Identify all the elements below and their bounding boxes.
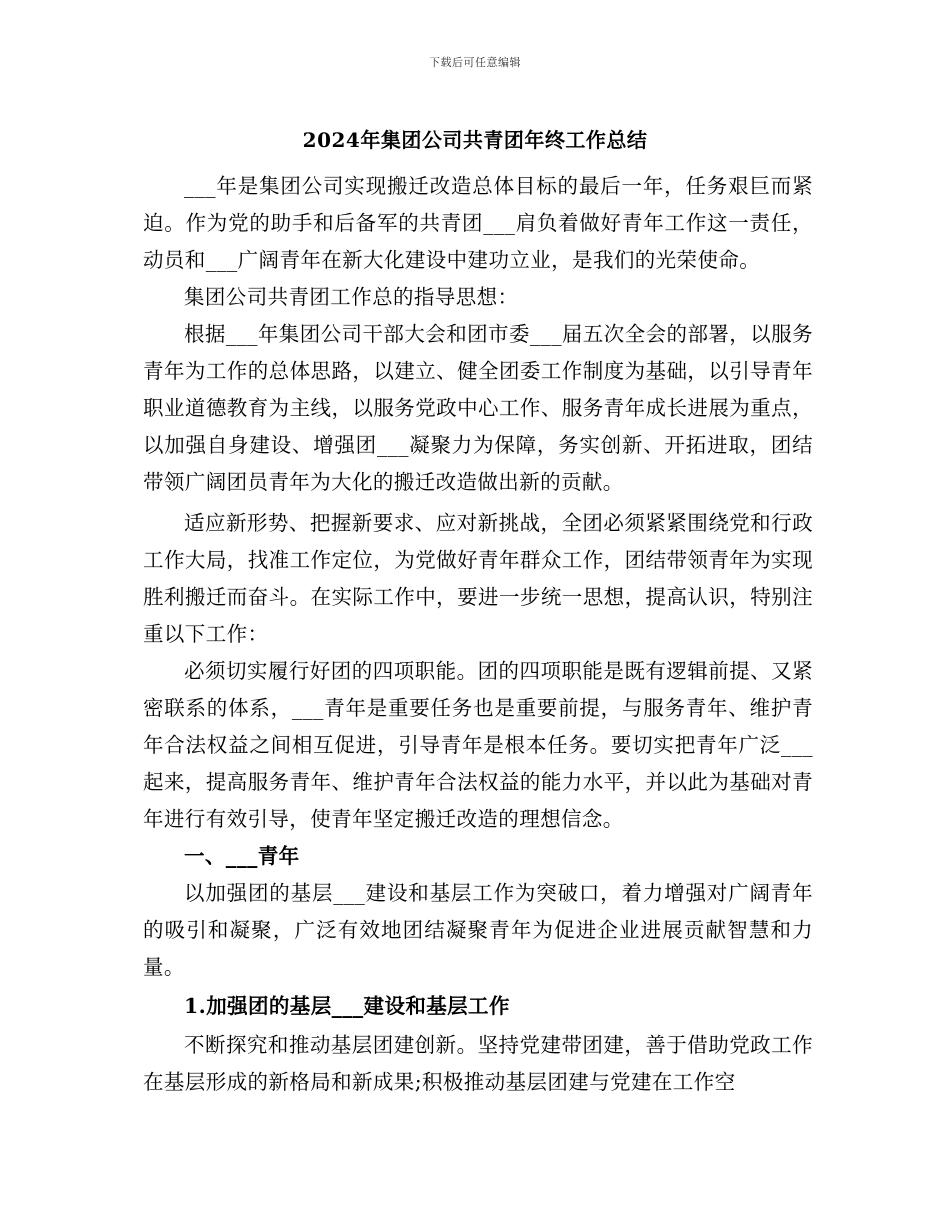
section-heading-1: 一、___青年 [184, 844, 300, 868]
paragraph-subsection-1: 不断探究和推动基层团建创新。坚持党建带团建，善于借助党政工作在基层形成的新格局和新成果;积极推动基层团建与党建在工作空 [143, 1033, 813, 1094]
document-title: 2024年集团公司共青团年终工作总结 [302, 128, 648, 152]
document-body [143, 168, 813, 1101]
paragraph-section-1: 以加强团的基层___建设和基层工作为突破口，着力增强对广阔青年的吸引和凝聚，广泛有效地团结凝聚青年为促进企业进展贡献智慧和力量。 [143, 881, 813, 979]
paragraph-guiding-thought: 根据___年集团公司干部大会和团市委___届五次全会的部署，以服务青年为工作的总体思路，以建立、健全团委工作制度为基础，以引导青年职业道德教育为主线，以服务党政中心工作、服务青年成长进展为重点，以加强自身建设、增强团___凝聚力为保障，务实创新、开拓进取，团结带领广阔团员青年为大化的搬迁改造做出新的贡献。 [143, 322, 813, 494]
paragraph-four-functions: 必须切实履行好团的四项职能。团的四项职能是既有逻辑前提、又紧密联系的体系，___青年是重要任务也是重要前提，与服务青年、维护青年合法权益之间相互促进，引导青年是根本任务。要切实把青年广泛___起来，提高服务青年、维护青年合法权益的能力水平，并以此为基础对青年进行有效引导，使青年坚定搬迁改造的理想信念。 [143, 659, 813, 831]
header-note: 下载后可任意编辑 [429, 56, 521, 69]
subsection-heading-1: 1.加强团的基层___建设和基层工作 [184, 994, 510, 1018]
paragraph-new-situation: 适应新形势、把握新要求、应对新挑战，全团必须紧紧围绕党和行政工作大局，找准工作定位，为党做好青年群众工作，团结带领青年为实现胜利搬迁而奋斗。在实际工作中，要进一步统一思想，提高认识，特别注重以下工作： [143, 511, 813, 646]
paragraph-guiding-heading: 集团公司共青团工作总的指导思想： [184, 285, 519, 309]
paragraph-intro: ___年是集团公司实现搬迁改造总体目标的最后一年，任务艰巨而紧迫。作为党的助手和后备军的共青团___肩负着做好青年工作这一责任，动员和___广阔青年在新大化建设中建功立业，是我们的光荣使命。 [143, 174, 813, 272]
